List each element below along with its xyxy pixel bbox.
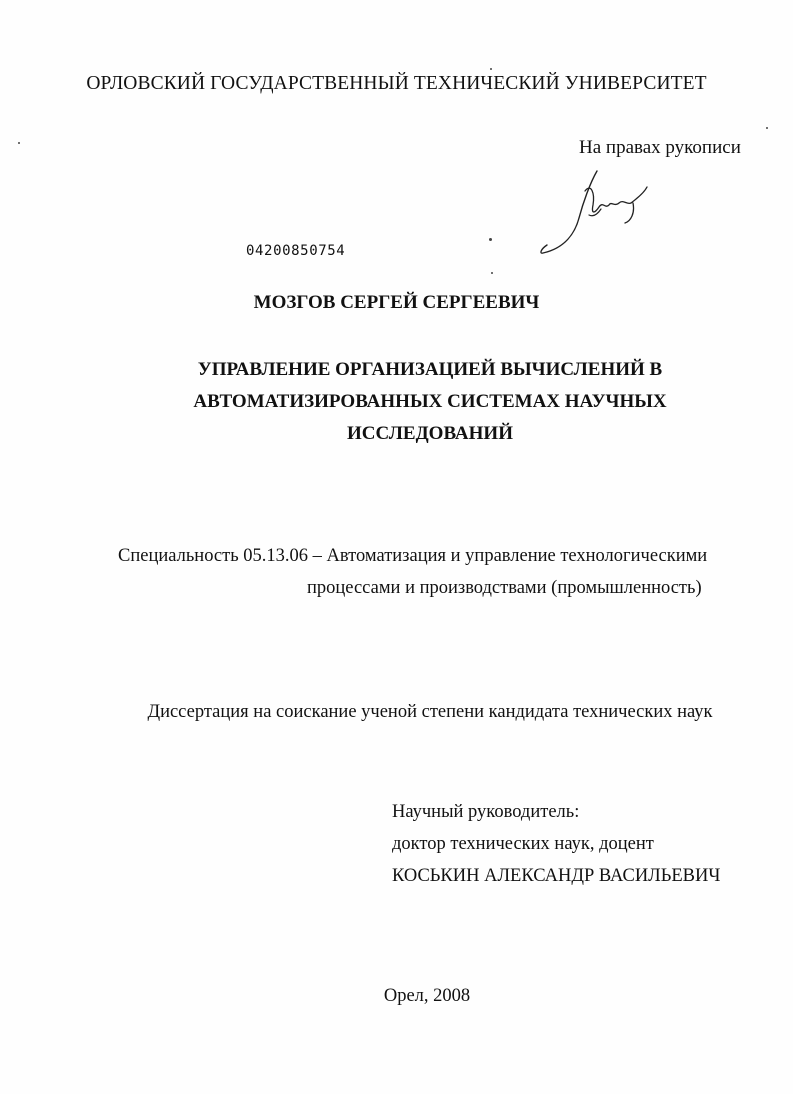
supervisor-label: Научный руководитель: <box>392 802 580 822</box>
title-line: АВТОМАТИЗИРОВАННЫХ СИСТЕМАХ НАУЧНЫХ <box>193 391 667 412</box>
manuscript-note: На правах рукописи <box>579 137 741 158</box>
supervisor-name: КОСЬКИН АЛЕКСАНДР ВАСИЛЬЕВИЧ <box>392 866 721 886</box>
author-name: МОЗГОВ СЕРГЕЙ СЕРГЕЕВИЧ <box>253 292 540 313</box>
scan-speck <box>490 68 492 70</box>
author-signature <box>535 163 655 263</box>
supervisor-block <box>392 796 720 892</box>
city-year: Орел, 2008 <box>383 986 471 1006</box>
registration-code: 04200850754 <box>246 243 346 259</box>
dissertation-degree: Диссертация на соискание ученой степени кандидата технических наук <box>147 702 713 722</box>
university-name: ОРЛОВСКИЙ ГОСУДАРСТВЕННЫЙ ТЕХНИЧЕСКИЙ УНИВЕРСИТЕТ <box>86 73 707 94</box>
specialty-line: процессами и производствами (промышленность) <box>307 578 702 598</box>
scan-speck <box>491 272 493 274</box>
scan-speck <box>489 238 492 241</box>
dissertation-title <box>0 354 793 450</box>
scan-speck <box>18 142 20 144</box>
supervisor-degree: доктор технических наук, доцент <box>392 834 654 854</box>
scan-speck <box>766 127 768 129</box>
specialty-line: Специальность 05.13.06 – Автоматизация и управление технологическими <box>118 546 708 566</box>
title-line: ИССЛЕДОВАНИЙ <box>347 423 513 444</box>
title-line: УПРАВЛЕНИЕ ОРГАНИЗАЦИЕЙ ВЫЧИСЛЕНИЙ В <box>197 359 663 380</box>
